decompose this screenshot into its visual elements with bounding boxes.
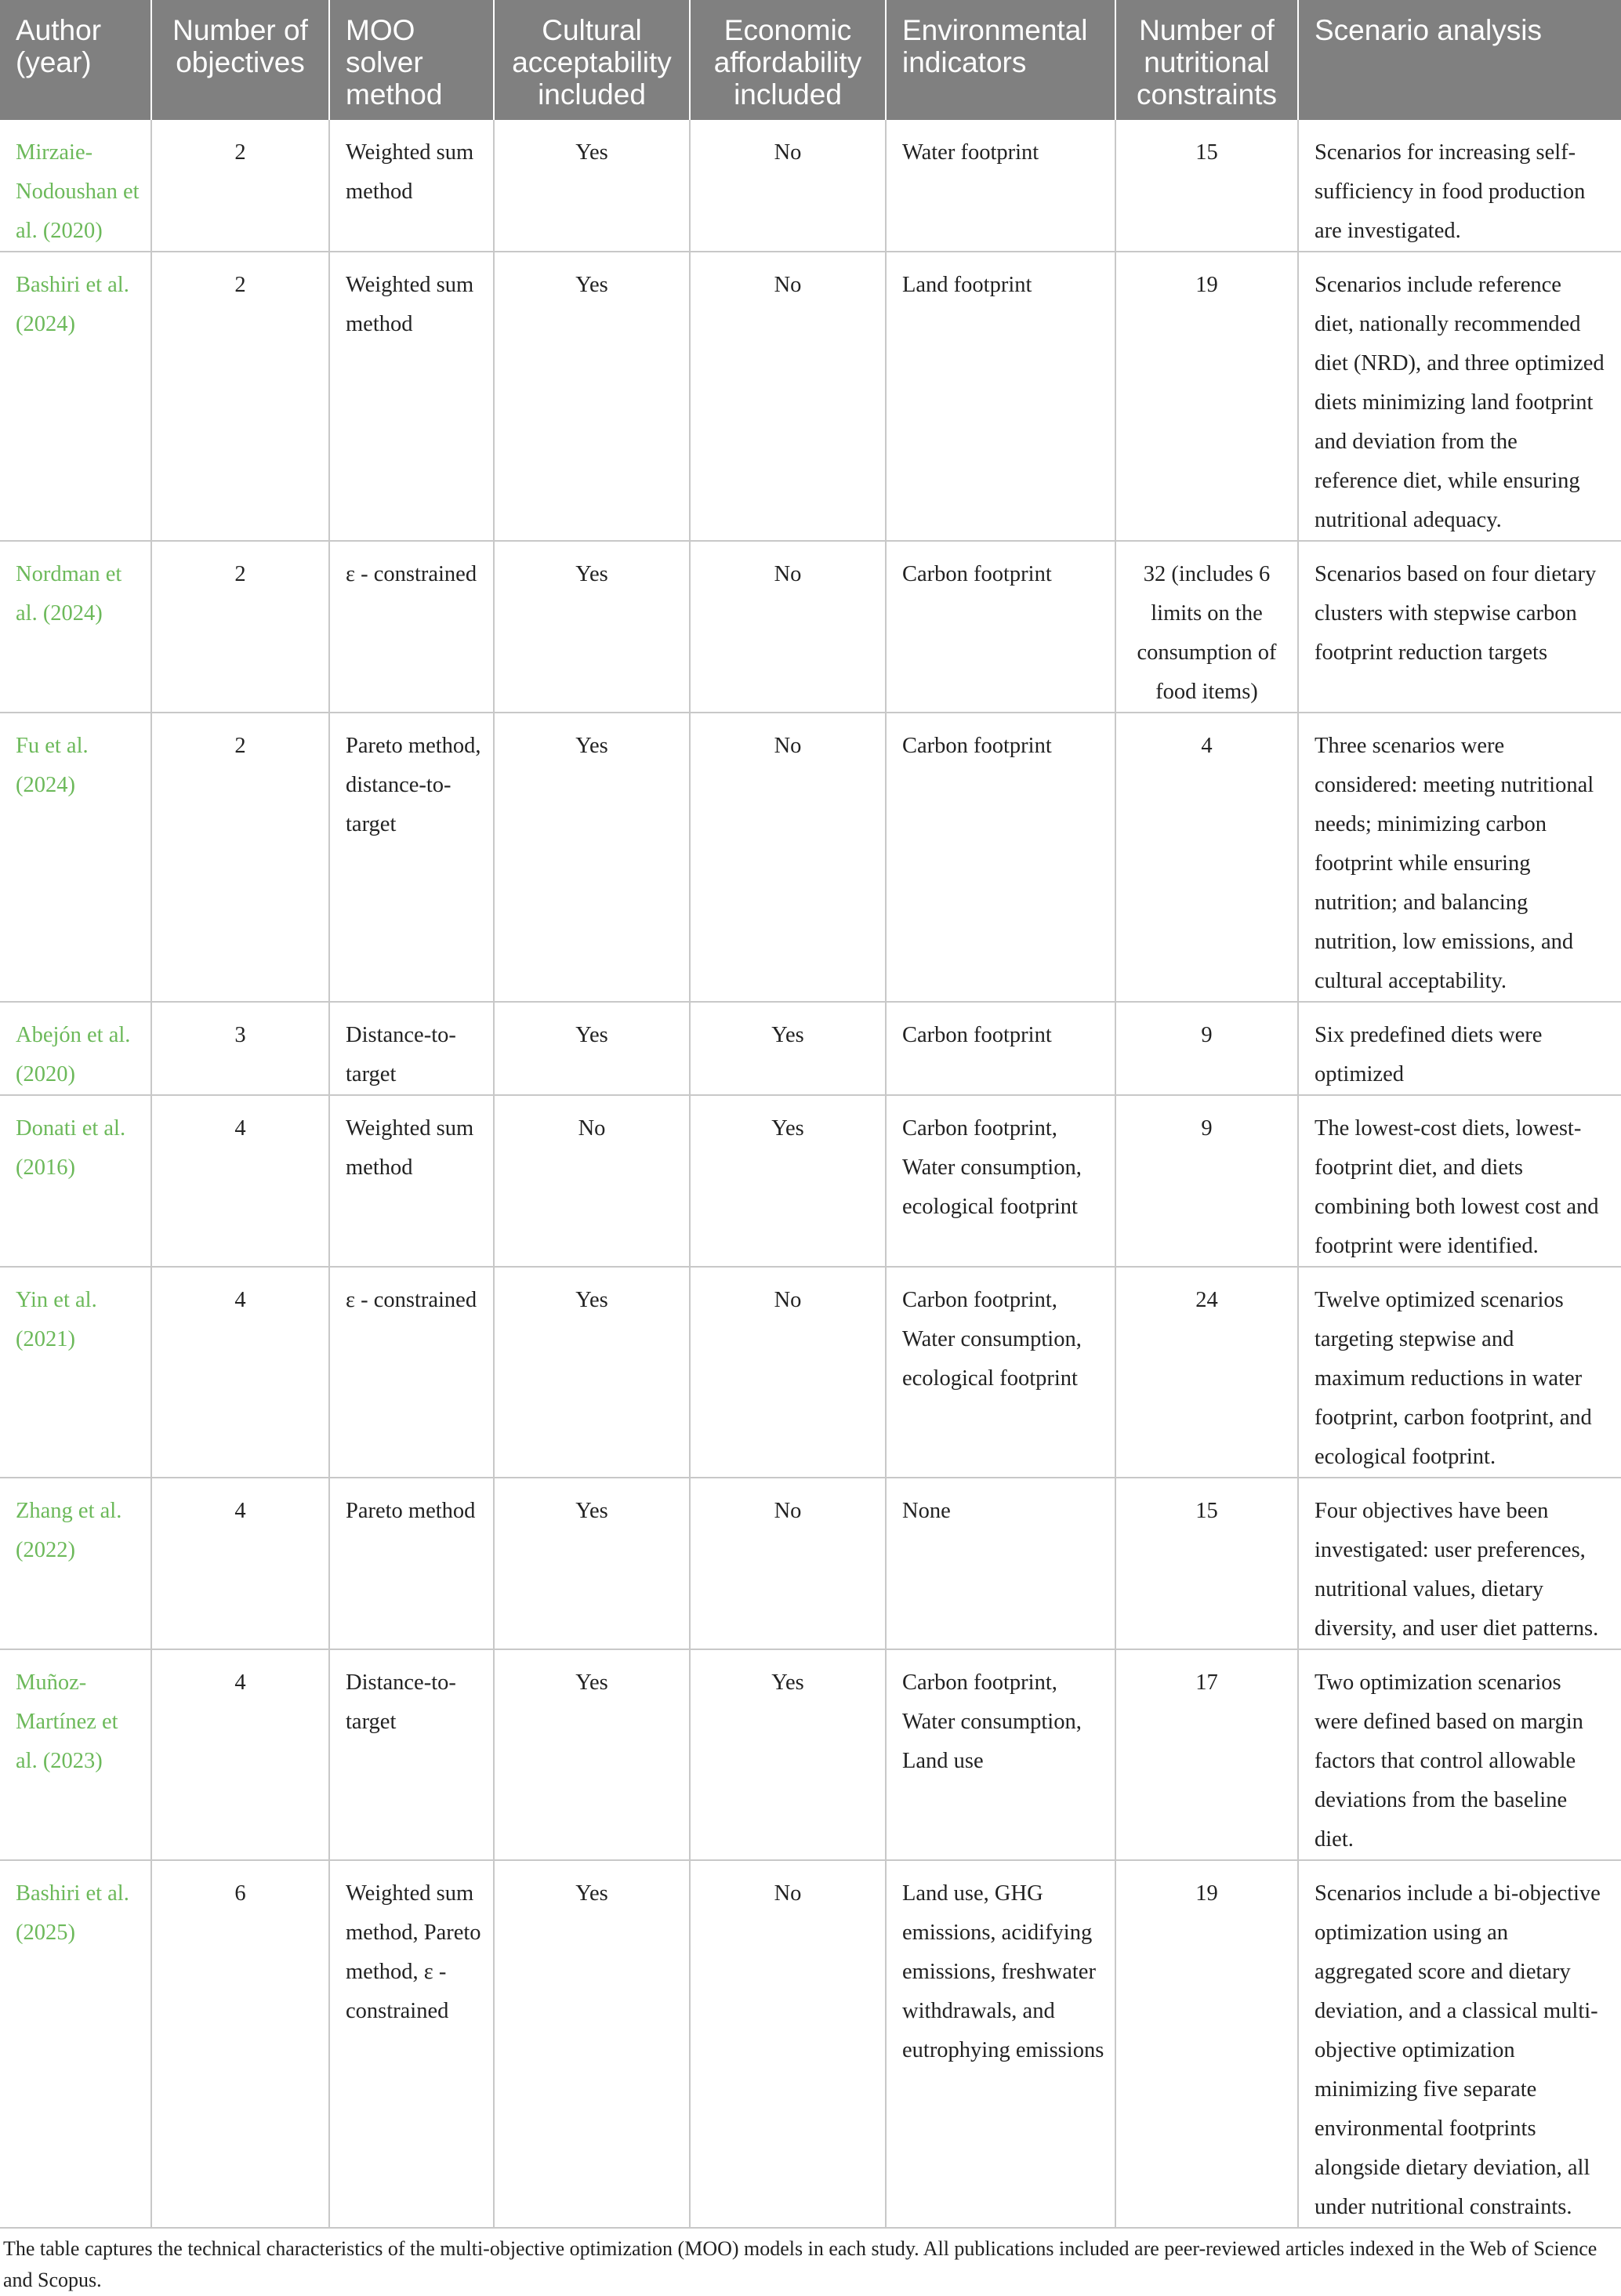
author-reference-link[interactable]: Muñoz-Martínez et al. (2023) bbox=[0, 1649, 151, 1860]
author-reference-link[interactable]: Mirzaie-Nodoushan et al. (2020) bbox=[0, 120, 151, 252]
number-of-objectives-cell: 2 bbox=[151, 252, 329, 541]
header-environmental-indicators: Environmental indicators bbox=[886, 0, 1115, 120]
number-of-objectives-cell: 6 bbox=[151, 1860, 329, 2228]
nutritional-constraints-cell: 32 (includes 6 limits on the consumption of food items) bbox=[1115, 541, 1298, 713]
economic-affordability-cell: Yes bbox=[690, 1649, 886, 1860]
header-scenario-analysis: Scenario analysis bbox=[1298, 0, 1621, 120]
table-row bbox=[0, 1002, 1621, 1095]
solver-method-cell: Distance-to-target bbox=[329, 1002, 494, 1095]
header-number-of-objectives: Number of objectives bbox=[151, 0, 329, 120]
scenario-analysis-cell: Six predefined diets were optimized bbox=[1298, 1002, 1621, 1095]
cultural-acceptability-cell: Yes bbox=[494, 120, 690, 252]
cultural-acceptability-cell: Yes bbox=[494, 1478, 690, 1649]
economic-affordability-cell: No bbox=[690, 120, 886, 252]
cultural-acceptability-cell: No bbox=[494, 1095, 690, 1267]
solver-method-cell: Weighted sum method bbox=[329, 120, 494, 252]
scenario-analysis-cell: Scenarios for increasing self-sufficiency in food production are investigated. bbox=[1298, 120, 1621, 252]
header-row bbox=[0, 0, 1621, 120]
economic-affordability-cell: No bbox=[690, 252, 886, 541]
economic-affordability-cell: No bbox=[690, 1860, 886, 2228]
header-nutritional-constraints: Number of nutritional constraints bbox=[1115, 0, 1298, 120]
table-row bbox=[0, 713, 1621, 1002]
table-row bbox=[0, 120, 1621, 252]
table-header bbox=[0, 0, 1621, 120]
nutritional-constraints-cell: 19 bbox=[1115, 252, 1298, 541]
economic-affordability-cell: No bbox=[690, 1478, 886, 1649]
solver-method-cell: Pareto method bbox=[329, 1478, 494, 1649]
author-reference-link[interactable]: Yin et al. (2021) bbox=[0, 1267, 151, 1478]
cultural-acceptability-cell: Yes bbox=[494, 541, 690, 713]
nutritional-constraints-cell: 24 bbox=[1115, 1267, 1298, 1478]
number-of-objectives-cell: 4 bbox=[151, 1095, 329, 1267]
number-of-objectives-cell: 2 bbox=[151, 120, 329, 252]
author-reference-link[interactable]: Donati et al. (2016) bbox=[0, 1095, 151, 1267]
nutritional-constraints-cell: 15 bbox=[1115, 1478, 1298, 1649]
number-of-objectives-cell: 2 bbox=[151, 541, 329, 713]
cultural-acceptability-cell: Yes bbox=[494, 1649, 690, 1860]
environmental-indicators-cell: Water footprint bbox=[886, 120, 1115, 252]
scenario-analysis-cell: Four objectives have been investigated: user preferences, nutritional values, dietary diversity, and user diet patterns. bbox=[1298, 1478, 1621, 1649]
header-author-year: Author (year) bbox=[0, 0, 151, 120]
author-reference-link[interactable]: Bashiri et al. (2025) bbox=[0, 1860, 151, 2228]
environmental-indicators-cell: Land footprint bbox=[886, 252, 1115, 541]
scenario-analysis-cell: Two optimization scenarios were defined based on margin factors that control allowable deviations from the baseline diet. bbox=[1298, 1649, 1621, 1860]
table-row bbox=[0, 1267, 1621, 1478]
nutritional-constraints-cell: 19 bbox=[1115, 1860, 1298, 2228]
nutritional-constraints-cell: 9 bbox=[1115, 1002, 1298, 1095]
solver-method-cell: Pareto method, distance-to-target bbox=[329, 713, 494, 1002]
author-reference-link[interactable]: Bashiri et al. (2024) bbox=[0, 252, 151, 541]
number-of-objectives-cell: 4 bbox=[151, 1267, 329, 1478]
table-row bbox=[0, 1860, 1621, 2228]
environmental-indicators-cell: Carbon footprint, Water consumption, ecological footprint bbox=[886, 1095, 1115, 1267]
environmental-indicators-cell: Carbon footprint bbox=[886, 1002, 1115, 1095]
number-of-objectives-cell: 4 bbox=[151, 1478, 329, 1649]
number-of-objectives-cell: 3 bbox=[151, 1002, 329, 1095]
nutritional-constraints-cell: 17 bbox=[1115, 1649, 1298, 1860]
environmental-indicators-cell: Carbon footprint, Water consumption, Land use bbox=[886, 1649, 1115, 1860]
table-row bbox=[0, 541, 1621, 713]
author-reference-link[interactable]: Abejón et al. (2020) bbox=[0, 1002, 151, 1095]
nutritional-constraints-cell: 15 bbox=[1115, 120, 1298, 252]
economic-affordability-cell: No bbox=[690, 541, 886, 713]
scenario-analysis-cell: Scenarios based on four dietary clusters with stepwise carbon footprint reduction targets bbox=[1298, 541, 1621, 713]
author-reference-link[interactable]: Zhang et al. (2022) bbox=[0, 1478, 151, 1649]
scenario-analysis-cell: Scenarios include reference diet, nationally recommended diet (NRD), and three optimized diets minimizing land footprint and deviation from the reference diet, while ensuring nutritional adequacy. bbox=[1298, 252, 1621, 541]
table-row bbox=[0, 1478, 1621, 1649]
cultural-acceptability-cell: Yes bbox=[494, 252, 690, 541]
table-footnote: The table captures the technical characteristics of the multi-objective optimization (MOO) models in each study. All publications included are peer-reviewed articles indexed in the Web of Science and Scopus. bbox=[3, 2237, 1597, 2291]
header-economic-affordability: Economic affordability included bbox=[690, 0, 886, 120]
scenario-analysis-cell: The lowest-cost diets, lowest-footprint diet, and diets combining both lowest cost and footprint were identified. bbox=[1298, 1095, 1621, 1267]
nutritional-constraints-cell: 9 bbox=[1115, 1095, 1298, 1267]
cultural-acceptability-cell: Yes bbox=[494, 1860, 690, 2228]
nutritional-constraints-cell: 4 bbox=[1115, 713, 1298, 1002]
scenario-analysis-cell: Twelve optimized scenarios targeting stepwise and maximum reductions in water footprint, carbon footprint, and ecological footprint. bbox=[1298, 1267, 1621, 1478]
environmental-indicators-cell: None bbox=[886, 1478, 1115, 1649]
scenario-analysis-cell: Scenarios include a bi-objective optimization using an aggregated score and dietary deviation, and a classical multi-objective optimization minimizing five separate environmental footprints alongside dietary deviation, all under nutritional constraints. bbox=[1298, 1860, 1621, 2228]
cultural-acceptability-cell: Yes bbox=[494, 713, 690, 1002]
table-body bbox=[0, 120, 1621, 2228]
table-row bbox=[0, 252, 1621, 541]
solver-method-cell: Distance-to-target bbox=[329, 1649, 494, 1860]
table-row bbox=[0, 1649, 1621, 1860]
number-of-objectives-cell: 4 bbox=[151, 1649, 329, 1860]
author-reference-link[interactable]: Fu et al. (2024) bbox=[0, 713, 151, 1002]
solver-method-cell: Weighted sum method bbox=[329, 252, 494, 541]
header-moo-solver-method: MOO solver method bbox=[329, 0, 494, 120]
environmental-indicators-cell: Carbon footprint bbox=[886, 713, 1115, 1002]
environmental-indicators-cell: Carbon footprint bbox=[886, 541, 1115, 713]
cultural-acceptability-cell: Yes bbox=[494, 1002, 690, 1095]
table-row bbox=[0, 1095, 1621, 1267]
scenario-analysis-cell: Three scenarios were considered: meeting nutritional needs; minimizing carbon footprint while ensuring nutrition; and balancing nutrition, low emissions, and cultural acceptability. bbox=[1298, 713, 1621, 1002]
solver-method-cell: Weighted sum method, Pareto method, ε - constrained bbox=[329, 1860, 494, 2228]
solver-method-cell: ε - constrained bbox=[329, 541, 494, 713]
author-reference-link[interactable]: Nordman et al. (2024) bbox=[0, 541, 151, 713]
solver-method-cell: Weighted sum method bbox=[329, 1095, 494, 1267]
economic-affordability-cell: Yes bbox=[690, 1002, 886, 1095]
header-cultural-acceptability: Cultural acceptability included bbox=[494, 0, 690, 120]
economic-affordability-cell: No bbox=[690, 1267, 886, 1478]
cultural-acceptability-cell: Yes bbox=[494, 1267, 690, 1478]
number-of-objectives-cell: 2 bbox=[151, 713, 329, 1002]
economic-affordability-cell: Yes bbox=[690, 1095, 886, 1267]
environmental-indicators-cell: Land use, GHG emissions, acidifying emissions, freshwater withdrawals, and eutrophying emissions bbox=[886, 1860, 1115, 2228]
economic-affordability-cell: No bbox=[690, 713, 886, 1002]
solver-method-cell: ε - constrained bbox=[329, 1267, 494, 1478]
environmental-indicators-cell: Carbon footprint, Water consumption, ecological footprint bbox=[886, 1267, 1115, 1478]
